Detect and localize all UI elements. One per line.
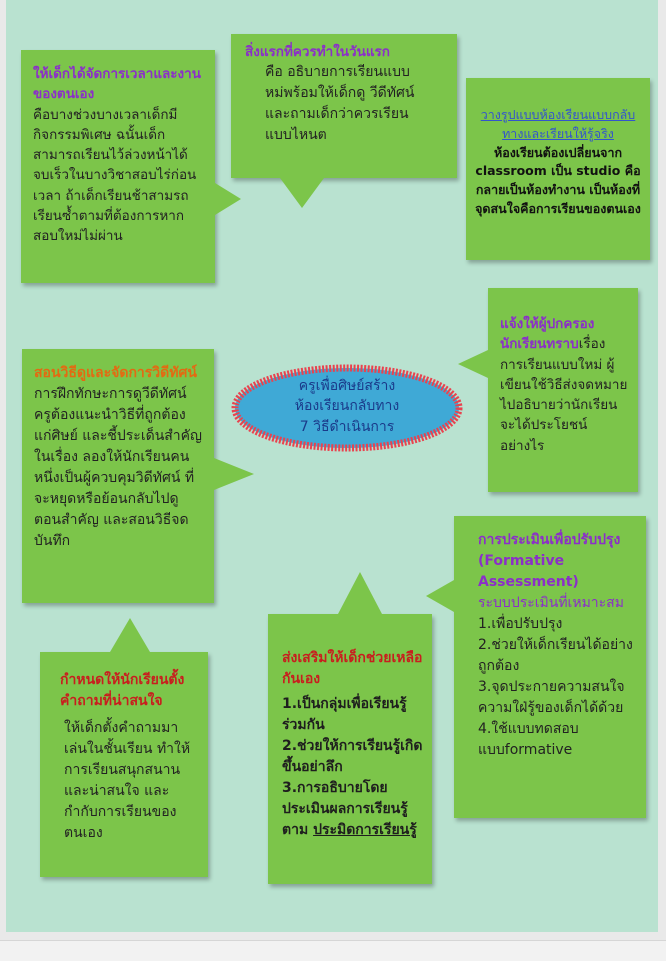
formative-item: 3.จุดประกายความสนใจ ความใฝ่รู้ของเด็กได้ด้วย [478,679,625,716]
box-formative-assessment [454,516,646,818]
box-questions-title: กำหนดให้นักเรียนตั้งคำถามที่น่าสนใจ [60,672,185,709]
box-first-day-title: สิ่งแรกที่ควรทำในวันแรก [245,44,390,60]
box-classroom-body: ห้องเรียนต้องเปลี่ยนจาก classroom เป็น studio คือกลายเป็นห้องทำงาน เป็นห้องที่จุดสนใจคือการเรียนของตนเอง [475,144,641,216]
box-video-body: การฝึกทักษะการดูวีดีทัศน์ ครูต้องแนะนำวิธีที่ถูกต้องแก่ศิษย์ และชี้ประเด็นสำคัญในเรื่อง ลองให้นักเรียนคนหนึ่งเป็นผู้ควบคุมวิดีทัศน์ ที่จะหยุดหรือย้อนกลับไปดูตอนสำคัญ และสอนวิธีจดบันทึก [34,386,202,549]
formative-item: 2.ช่วยให้เด็กเรียนได้อย่างถูกต้อง [478,637,633,674]
formative-item: 1.เพื่อปรับปรุง [478,616,563,632]
box-peer-support [268,614,432,884]
callout-tail-formative [426,580,454,612]
box-classroom-format [466,78,650,260]
box-first-day-body: คือ อธิบายการเรียนแบบหม่พร้อมให้เด็กดู วีดีทัศน์ และถามเด็กว่าควรเรียนแบบไหนต [265,64,415,144]
box-time-body: คือบางช่วงบางเวลาเด็กมีกิจกรรมพิเศษ ฉนั้นเด็กสามารถเรียนไว้ล่วงหน้าได้ จบเร็วในบางวิชาสอบไร่ก่อนเวลา ถ้าเด็กเรียนช้าสามรถเรียนซ้ำตามที่ต้องการหากสอบใหม่ไม่ผ่าน [33,106,197,244]
help-item [282,778,424,841]
box-questions-body: ให้เด็กตั้งคำถามมาเล่นในชั้นเรียน ทำให้การเรียนสนุกสนานและน่าสนใจ และกำกับการเรียนของตนเอง [64,720,191,841]
callout-tail-first-day [280,178,324,208]
help-item: 1.เป็นกลุ่มเพื่อเรียนรู้ร่วมกัน [282,696,407,733]
callout-tail-video [214,458,254,490]
formative-item: 4.ใช้แบบทดสอบแบบformative [478,721,579,758]
box-first-day [231,34,457,178]
box-student-questions [40,652,208,877]
callout-tail-help [338,572,382,614]
box-time-management [21,50,215,283]
box-parents-title: แจ้งให้ผู้ปกครองนักเรียนทราบ [500,316,595,353]
center-title [242,376,452,437]
box-parents-body: เรื่องการเรียนแบบใหม่ ผู้เขียนใช้วิธีส่งจดหมายไปอธิบายว่านักเรียนจะได้ประโยชน์อย่างไร [500,336,628,454]
box-parents-text [500,314,628,456]
center-title-line1: ครูเพื่อศิษย์สร้าง [298,378,396,394]
callout-tail-questions [110,618,150,652]
box-formative-title: การประเมินเพื่อปรับปรุง (Formative Assessment) [478,532,621,590]
help-item-text: 3.การอธิบายโดยประเมินผลการเรียนรู้ ตาม [282,780,408,838]
center-title-line2: ห้องเรียนกลับทาง [294,398,400,415]
center-title-line3: 7 วิธีดำเนินการ [299,418,395,435]
box-video-skills [22,349,214,603]
poster-background [6,0,658,932]
box-classroom-title: วางรูปแบบห้องเรียนแบบกลับทางและเรียนให้รู้จริง [480,107,636,141]
box-time-title: ให้เด็กได้จัดการเวลาและงานของตนเอง [33,66,201,103]
help-item: 2.ช่วยให้การเรียนรู้เกิดขึ้นอย่าลึก [282,738,423,775]
callout-tail-parents [458,350,488,378]
box-formative-list [478,614,636,761]
box-help-list [282,690,424,841]
pyramid-link[interactable]: ประมิดการเรียนรู้ [313,822,417,838]
bottom-strip [0,940,666,961]
callout-tail-time [215,183,241,215]
box-video-title: สอนวิธีดูและจัดการวิดีทัศน์ [34,365,197,381]
box-inform-parents [488,288,638,492]
box-formative-subtitle: ระบบประเมินที่เหมาะสม [478,595,624,611]
box-help-title: ส่งเสริมให้เด็กช่วยเหลือกันเอง [282,650,423,687]
